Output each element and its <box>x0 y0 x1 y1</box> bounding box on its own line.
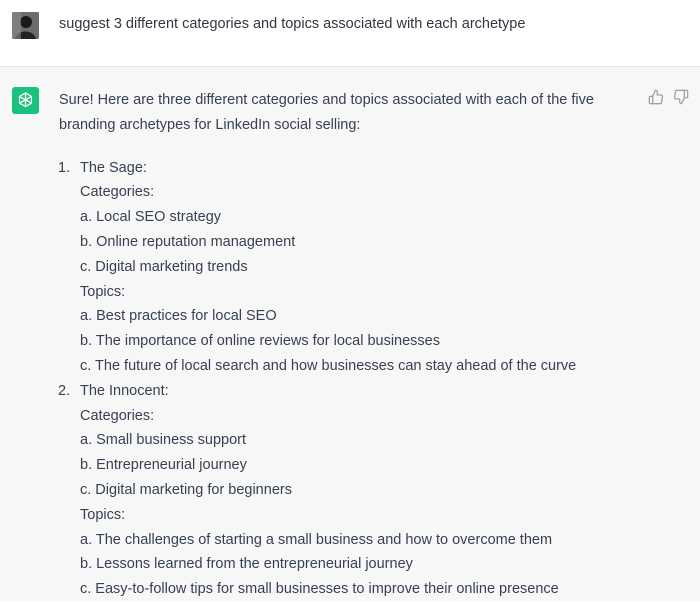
user-message-text: suggest 3 different categories and topics associated with each archetype <box>59 16 526 32</box>
thumbs-up-icon[interactable] <box>648 89 664 105</box>
category-line: c. Digital marketing trends <box>80 258 248 275</box>
topic-line: a. The challenges of starting a small business and how to overcome them <box>80 531 553 548</box>
list-number: 2. <box>58 382 71 399</box>
topics-label: Topics: <box>80 283 126 300</box>
category-line: b. Online reputation management <box>80 233 296 250</box>
archetype-title: The Sage: <box>80 159 147 176</box>
topic-line: c. The future of local search and how businesses can stay ahead of the curve <box>80 357 577 374</box>
category-line: a. Small business support <box>80 432 247 449</box>
reply-intro: Sure! Here are three different categories and topics associated with each of the five branding archetypes for LinkedIn social selling: <box>59 92 594 133</box>
categories-label: Categories: <box>80 184 155 201</box>
category-line: b. Entrepreneurial journey <box>80 457 247 474</box>
openai-logo-icon <box>12 87 39 114</box>
list-item <box>59 156 639 379</box>
assistant-reply <box>59 88 639 602</box>
thumbs-down-icon[interactable] <box>673 89 689 105</box>
list-number: 1. <box>58 159 71 176</box>
categories-label: Categories: <box>80 407 155 424</box>
topic-line: a. Best practices for local SEO <box>80 308 277 325</box>
user-avatar <box>12 12 39 39</box>
user-message-row <box>0 0 700 67</box>
archetype-title: The Innocent: <box>80 382 169 399</box>
topic-line: b. The importance of online reviews for local businesses <box>80 333 441 350</box>
assistant-message-row <box>0 67 700 601</box>
topic-line: b. Lessons learned from the entrepreneurial journey <box>80 556 413 573</box>
category-line: c. Digital marketing for beginners <box>80 481 292 498</box>
topics-label: Topics: <box>80 506 126 523</box>
topic-line: c. Easy-to-follow tips for small businesses to improve their online presence <box>80 581 559 598</box>
list-item <box>59 379 639 602</box>
category-line: a. Local SEO strategy <box>80 209 222 226</box>
